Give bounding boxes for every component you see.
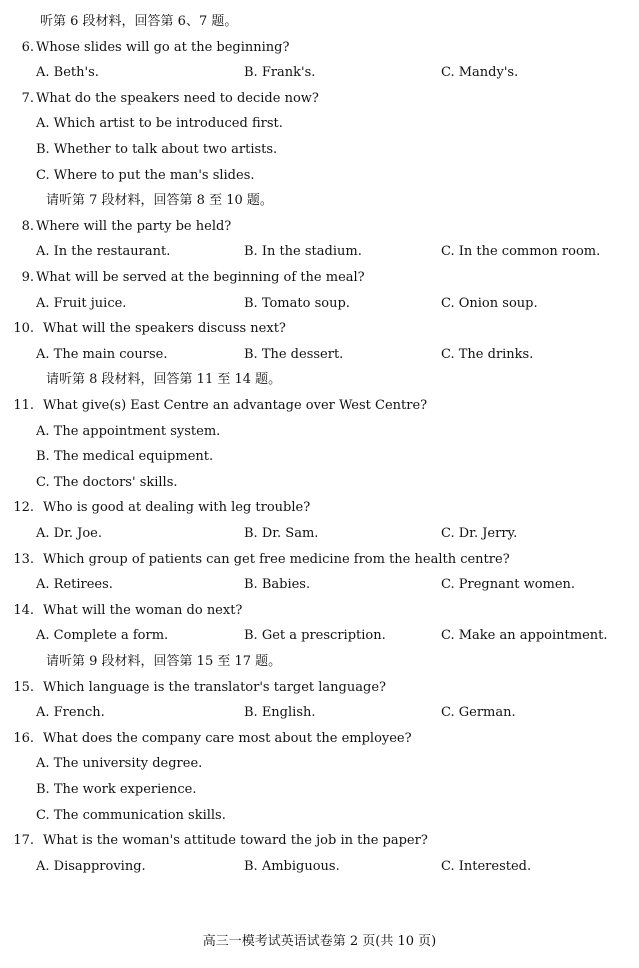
question-row	[0, 550, 639, 570]
answer-option-b: B. Babies.	[244, 577, 311, 593]
options-row	[0, 626, 639, 646]
answer-option: B. Whether to talk about two artists.	[36, 142, 278, 157]
options-row	[0, 345, 639, 365]
section-instruction	[0, 370, 639, 390]
options-row	[0, 857, 639, 877]
page-footer: 高三一模考试英语试卷第 2 页(共 10 页)	[202, 934, 437, 949]
question-text: What will the speakers discuss next?	[43, 321, 286, 337]
answer-option: A. The university degree.	[36, 756, 203, 772]
answer-option-a: A. Dr. Joe.	[36, 526, 102, 541]
answer-option: B. The work experience.	[36, 782, 197, 797]
question-number: 14.	[13, 602, 34, 618]
question-number: 8.	[21, 218, 34, 234]
question-text: Which group of patients can get free medicine from the health centre?	[43, 551, 510, 567]
question-row	[0, 319, 639, 339]
answer-option-a: A. Complete a form.	[36, 628, 169, 644]
answer-option: B. The medical equipment.	[36, 449, 214, 465]
answer-option-b: B. Dr. Sam.	[244, 526, 319, 541]
answer-option-b: B. Ambiguous.	[244, 858, 340, 874]
answer-option-c: C. Dr. Jerry.	[441, 526, 518, 541]
question-text: Whose slides will go at the beginning?	[36, 39, 290, 55]
answer-option-a: A. Disapproving.	[36, 858, 146, 874]
answer-option: A. Which artist to be introduced first.	[36, 116, 283, 132]
answer-option-b: B. The dessert.	[244, 346, 344, 362]
question-number: 6.	[21, 39, 34, 55]
answer-option-b: B. Frank's.	[244, 65, 316, 81]
option-line	[0, 114, 639, 134]
question-text: Who is good at dealing with leg trouble?	[43, 500, 311, 516]
instruction-text: 请听第 9 段材料，回答第 15 至 17 题。	[46, 654, 282, 669]
option-line	[0, 473, 639, 493]
section-instruction	[0, 12, 639, 32]
answer-option-b: B. In the stadium.	[244, 244, 362, 260]
options-row	[0, 294, 639, 314]
answer-option-c: C. In the common room.	[441, 244, 601, 260]
option-line	[0, 780, 639, 800]
option-line	[0, 166, 639, 186]
options-row	[0, 524, 639, 544]
option-line	[0, 754, 639, 774]
option-line	[0, 140, 639, 160]
answer-option-b: B. English.	[244, 705, 316, 721]
answer-option: C. The doctors' skills.	[36, 474, 178, 490]
question-text: What do the speakers need to decide now?	[36, 90, 319, 106]
options-row	[0, 703, 639, 723]
answer-option-c: C. Interested.	[441, 858, 532, 874]
question-text: What is the woman's attitude toward the job in the paper?	[43, 833, 428, 849]
question-row	[0, 38, 639, 58]
question-number: 7.	[21, 90, 34, 106]
question-row	[0, 601, 639, 621]
instruction-text: 听第 6 段材料，回答第 6、7 题。	[40, 14, 238, 29]
question-number: 10.	[13, 321, 34, 337]
question-row	[0, 678, 639, 698]
answer-option-a: A. In the restaurant.	[36, 244, 171, 260]
option-line	[0, 422, 639, 442]
answer-option-b: B. Tomato soup.	[244, 295, 350, 311]
options-row	[0, 575, 639, 595]
answer-option-c: C. The drinks.	[441, 346, 534, 362]
question-row	[0, 729, 639, 749]
answer-option-c: C. Pregnant women.	[441, 577, 576, 593]
question-text: Which language is the translator's target language?	[43, 679, 386, 695]
question-text: What will be served at the beginning of the meal?	[36, 270, 365, 285]
question-text: What will the woman do next?	[43, 602, 243, 618]
instruction-text: 请听第 7 段材料，回答第 8 至 10 题。	[46, 193, 273, 209]
question-number: 16.	[13, 730, 34, 746]
question-number: 12.	[13, 500, 34, 516]
answer-option: A. The appointment system.	[36, 423, 221, 439]
answer-option-b: B. Get a prescription.	[244, 628, 386, 644]
question-number: 11.	[13, 398, 34, 413]
answer-option-a: A. French.	[36, 705, 105, 721]
instruction-text: 请听第 8 段材料，回答第 11 至 14 题。	[46, 372, 282, 388]
answer-option-a: A. The main course.	[36, 346, 168, 362]
options-row	[0, 63, 639, 83]
question-row	[0, 268, 639, 288]
section-instruction	[0, 191, 639, 211]
answer-option-c: C. Onion soup.	[441, 295, 538, 311]
answer-option-c: C. Make an appointment.	[441, 628, 608, 644]
question-text: What does the company care most about the employee?	[43, 730, 412, 746]
answer-option-a: A. Retirees.	[36, 577, 113, 593]
answer-option-c: C. German.	[441, 705, 516, 721]
question-number: 13.	[13, 551, 34, 567]
question-text: What give(s) East Centre an advantage over West Centre?	[43, 398, 428, 413]
question-number: 9.	[21, 270, 34, 285]
question-row	[0, 217, 639, 237]
answer-option-c: C. Mandy's.	[441, 65, 519, 81]
question-number: 15.	[13, 679, 34, 695]
answer-option: C. Where to put the man's slides.	[36, 167, 255, 183]
question-row	[0, 498, 639, 518]
question-text: Where will the party be held?	[36, 218, 232, 234]
question-row	[0, 89, 639, 109]
option-line	[0, 806, 639, 826]
section-instruction	[0, 652, 639, 672]
options-row	[0, 242, 639, 262]
answer-option: C. The communication skills.	[36, 807, 226, 823]
question-row	[0, 396, 639, 416]
question-row	[0, 831, 639, 851]
answer-option-a: A. Fruit juice.	[36, 295, 127, 311]
answer-option-a: A. Beth's.	[36, 65, 99, 81]
option-line	[0, 447, 639, 467]
question-number: 17.	[13, 833, 34, 849]
